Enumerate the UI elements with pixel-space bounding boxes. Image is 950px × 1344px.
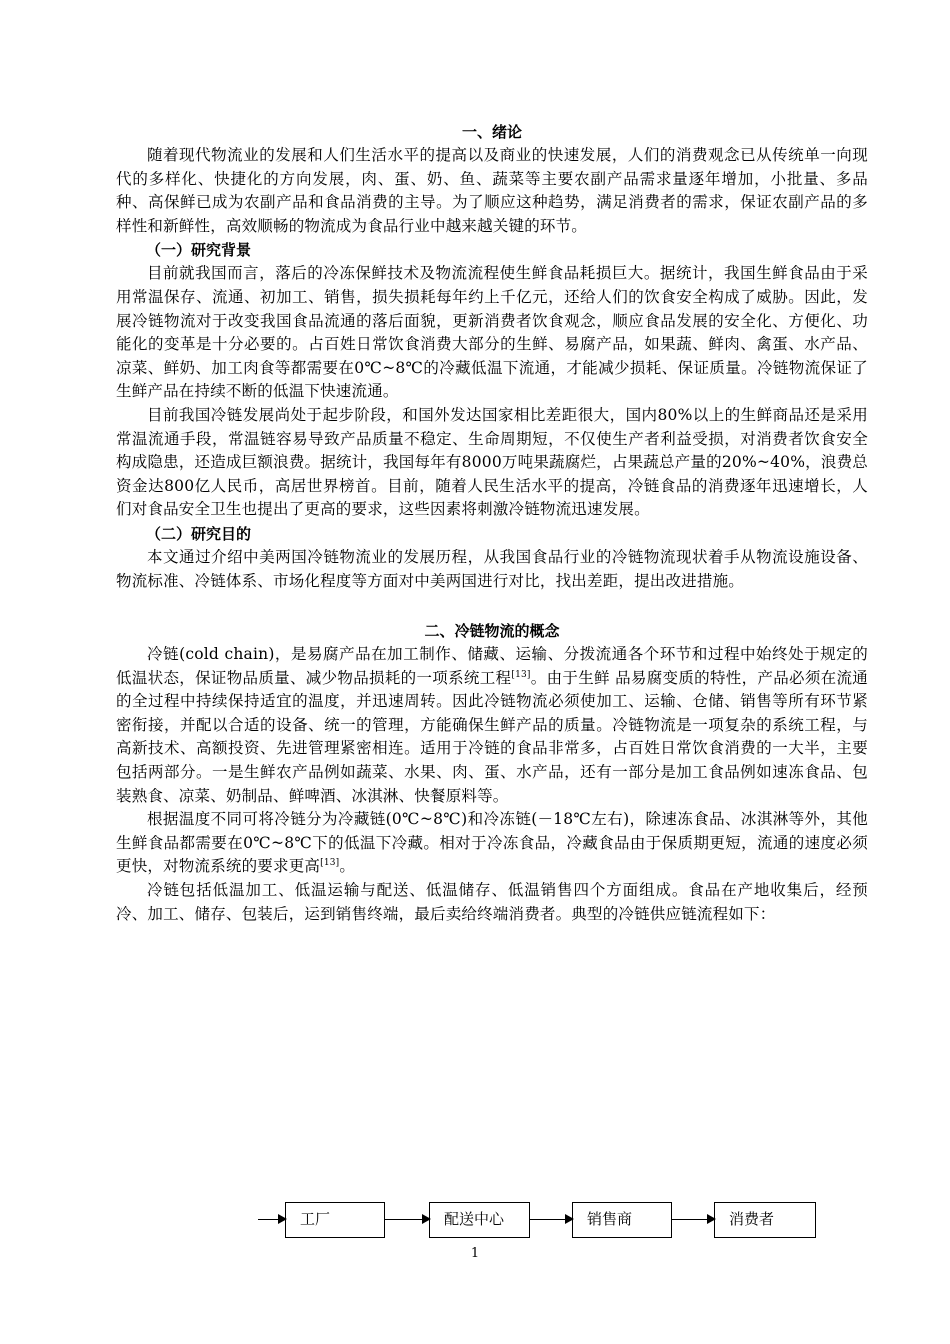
- subsection-title-background: （一）研究背景: [146, 241, 252, 260]
- subsection-title-purpose: （二）研究目的: [146, 524, 252, 543]
- section-title-concept: 二、冷链物流的概念: [424, 622, 560, 641]
- paragraph-purpose: 本文通过介绍中美两国冷链物流业的发展历程，从我国食品行业的冷链物流现状着手从物流设施设备、物流标准、冷链体系、市场化程度等方面对中美两国进行对比，找出差距，提出改进措施。: [116, 547, 868, 590]
- citation-ref: [13]: [320, 858, 340, 869]
- paragraph-concept-2: [116, 808, 868, 879]
- text-span: 。由于生鲜 品易腐变质的特性，产品必须在流通的全过程中持续保持适宜的温度，并迅速周转。因此冷链物流必须使加工、运输、仓储、销售等所有环节紧密衔接，并配以合适的设备、统一的管理，方能确保生鲜产品的质量。冷链物流是一项复杂的系统工程，与高新技术、高额投资、先进管理紧密相连。适用于冷链的食品非常多，占百姓日常饮食消费的一大半，主要包括两部分。一是生鲜农产品例如蔬菜、水果、肉、蛋、水产品，还有一部分是加工食品例如速冻食品、包装熟食、凉菜、奶制品、鲜啤酒、冰淇淋、快餐原料等。: [116, 668, 868, 805]
- flow-box-consumer: 消费者: [714, 1202, 816, 1238]
- paragraph-background-1: 目前就我国而言，落后的冷冻保鲜技术及物流流程使生鲜食品耗损巨大。据统计，我国生鲜食品由于采用常温保存、流通、初加工、销售，损失损耗每年约上千亿元，还给人们的饮食安全构成了威胁。因此，发展冷链物流对于改变我国食品流通的落后面貌，更新消费者饮食观念，顺应食品发展的安全化、方便化、功能化的变革是十分必要的。占百姓日常饮食消费大部分的生鲜、易腐产品，如果蔬、鲜肉、禽蛋、水产品、凉菜、鲜奶、加工肉食等都需要在0℃~8℃的冷藏低温下流通，才能减少损耗、保证质量。冷链物流保证了生鲜产品在持续不断的低温下快速流通。: [116, 264, 868, 401]
- paragraph-intro: 随着现代物流业的发展和人们生活水平的提高以及商业的快速发展，人们的消费观念已从传统单一向现代的多样化、快捷化的方向发展，肉、蛋、奶、鱼、蔬菜等主要农副产品需求量逐年增加，小批量、多品种、高保鲜已成为农副产品和食品消费的主导。为了顺应这种趋势，满足消费者的需求，保证农副产品的多样性和新鲜性，高效顺畅的物流成为食品行业中越来越关键的环节。: [116, 146, 868, 235]
- document-body: [116, 120, 868, 926]
- text-span: 根据温度不同可将冷链分为冷藏链(0℃~8℃)和冷冻链(－18℃左右)，除速冻食品、冰淇淋等外，其他生鲜食品都需要在0℃~8℃下的低温下冷藏。相对于冷冻食品，冷藏食品由于保质期更短，流通的速度必须更快，对物流系统的要求更高: [116, 810, 868, 876]
- flow-arrow: [258, 1219, 285, 1220]
- paragraph-background-2: 目前我国冷链发展尚处于起步阶段，和国外发达国家相比差距很大，国内80%以上的生鲜商品还是采用常温流通手段，常温链容易导致产品质量不稳定、生命周期短，不仅使生产者利益受损，对消费者饮食安全构成隐患，还造成巨额浪费。据统计，我国每年有8000万吨果蔬腐烂，占果蔬总产量的20%~40%，浪费总资金达800亿人民币，高居世界榜首。目前，随着人民生活水平的提高，冷链食品的消费逐年迅速增长，人们对食品安全卫生也提出了更高的要求，这些因素将刺激冷链物流迅速发展。: [116, 405, 868, 519]
- flow-box-retailer: 销售商: [572, 1202, 672, 1238]
- text-span: 冷链(cold chain)，是易腐产品在加工制作、储藏、运输、分拨流通各个环节和过程中始终处于规定的低温状态，保证物品质量、减少物品损耗的一项系统工程: [116, 645, 868, 687]
- paragraph-concept-3: 冷链包括低温加工、低温运输与配送、低温储存、低温销售四个方面组成。食品在产地收集后，经预冷、加工、储存、包装后，运到销售终端，最后卖给终端消费者。典型的冷链供应链流程如下：: [116, 881, 868, 923]
- section-title-intro: 一、绪论: [461, 123, 522, 141]
- flow-arrow: [672, 1219, 714, 1220]
- flow-arrow: [385, 1219, 429, 1220]
- flow-arrow: [530, 1219, 572, 1220]
- flow-box-factory: 工厂: [285, 1202, 385, 1238]
- citation-ref: [13]: [511, 669, 531, 680]
- text-span: 。: [339, 857, 356, 876]
- flow-box-distribution-center: 配送中心: [429, 1202, 530, 1238]
- page-number: 1: [470, 1246, 480, 1261]
- paragraph-concept-1: [116, 643, 868, 808]
